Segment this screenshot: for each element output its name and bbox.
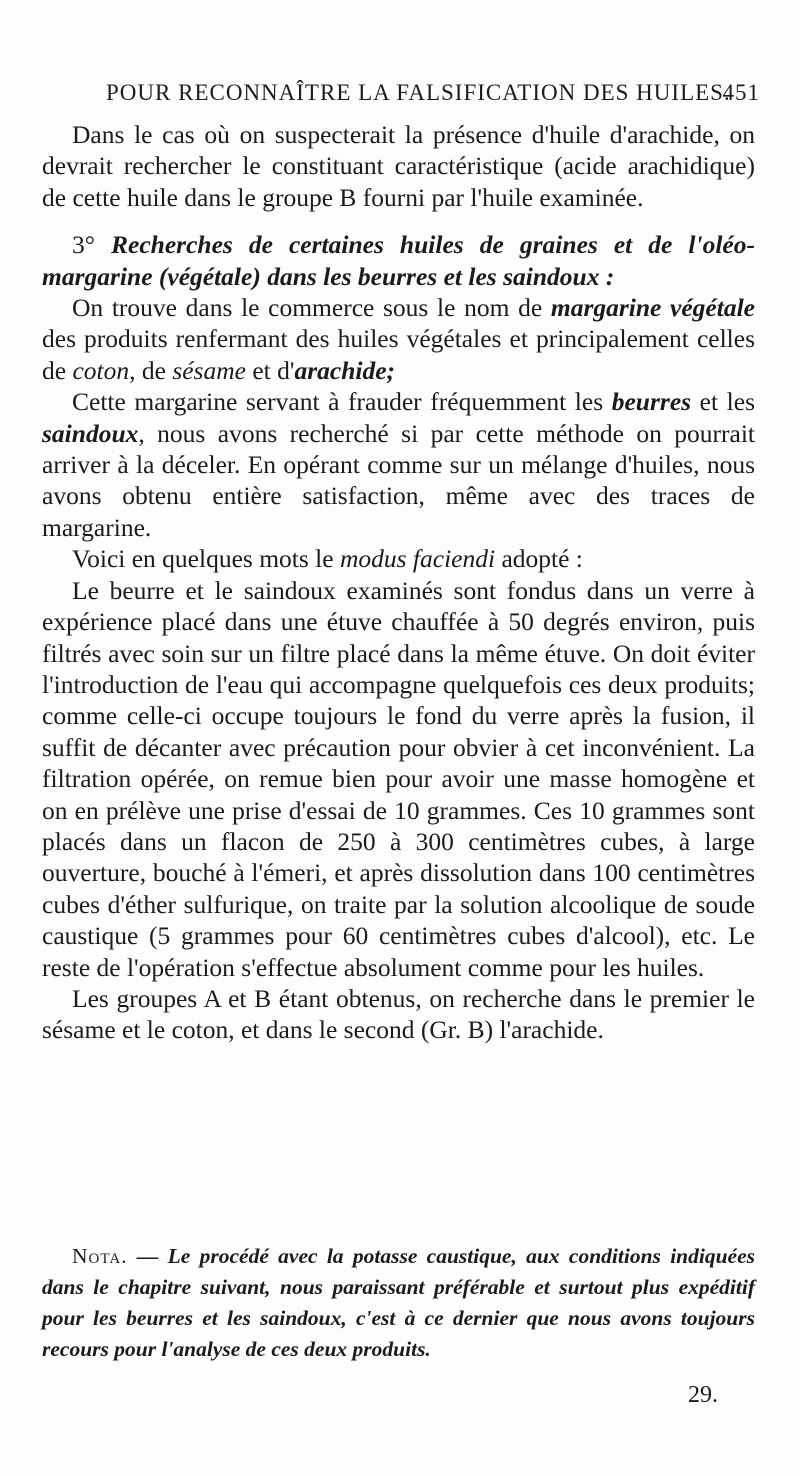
text-run: et les xyxy=(691,387,756,417)
nota-text: Le procédé avec la potasse caustique, aux conditions indiquées dans le chapitre suivant, nous paraissant préférable et surtout plus expéditif pour les beurres et les saindoux, c'est à ce dernier que nous avons toujours recours pour l'analyse de ces deux produits. xyxy=(42,1244,756,1361)
text-run: margarine végétale xyxy=(550,293,755,323)
text-run: beurres xyxy=(611,387,692,417)
signature-mark: 29. xyxy=(688,1382,718,1408)
paragraph xyxy=(42,119,755,213)
text-run: coton xyxy=(72,355,130,385)
text-run: Voici en quelques mots le xyxy=(72,544,340,574)
nota-dash: — xyxy=(127,1244,168,1268)
text-run: Cette margarine servant à frauder fréquemment les xyxy=(72,387,612,417)
text-run: 3° xyxy=(72,230,111,260)
text-run: Le beurre et le saindoux examinés sont fondus dans un verre à expérience placé dans une étuve chauffée à 50 degrés environ, puis filtrés avec soin sur un filtre placé dans la même étuve. On doit éviter l'introduction de l'eau qui accompagne quelquefois ces deux produits; comme celle-ci occupe toujours le fond du verre après la fusion, il suffit de décanter avec précaution pour obvier à cet inconvénient. La filtration opérée, on remue bien pour avoir une masse homogène et on en prélève une prise d'essai de 10 grammes. Ces 10 grammes sont placés dans un flacon de 250 à 300 centimètres cubes, à large ouverture, bouché à l'émeri, et après dissolution dans 100 centimètres cubes d'éther sulfurique, on traite par la solution alcoolique de soude caustique (5 grammes pour 60 centimètres cubes d'alcool), etc. Le reste de l'opération s'effectue absolument comme pour les huiles. xyxy=(42,575,755,982)
text-run: arachide; xyxy=(294,355,396,385)
nota-label: Nota. xyxy=(72,1244,128,1268)
paragraph xyxy=(42,543,755,574)
text-run: On trouve dans le commerce sous le nom de xyxy=(72,293,551,323)
paragraph xyxy=(42,386,755,543)
text-run: , nous avons recherché si par cette méthode on pourrait arriver à la déceler. En opérant comme sur un mélange d'huiles, nous avons obtenu entière satisfaction, même avec des traces de margarine. xyxy=(42,418,755,542)
running-title: POUR RECONNAÎTRE LA FALSIFICATION DES HUILES. xyxy=(106,80,731,105)
text-run: saindoux xyxy=(42,418,139,448)
paragraph xyxy=(42,229,755,292)
text-run: des produits renfermant des huiles végétales et principalement celles de xyxy=(42,324,755,385)
paragraph xyxy=(42,983,755,1046)
text-run: Recherches de certaines huiles de graines et de l'oléo-margarine (végétale) dans les beurres et les saindoux : xyxy=(42,230,755,291)
text-run: Dans le cas où on suspecterait la présence d'huile d'arachide, on devrait rechercher le constituant caractéristique (acide arachidique) de cette huile dans le groupe B fourni par l'huile examinée. xyxy=(42,120,755,212)
text-run: , de xyxy=(129,355,173,385)
text-run: Les groupes A et B étant obtenus, on recherche dans le premier le sésame et le coton, et dans le second (Gr. B) l'arachide. xyxy=(42,983,755,1045)
paragraph xyxy=(42,575,755,983)
paragraph xyxy=(42,292,755,386)
text-run: modus faciendi xyxy=(339,544,496,574)
body-text xyxy=(42,119,755,1046)
text-run: et d' xyxy=(245,355,295,385)
text-run: sésame xyxy=(172,355,246,385)
text-run: adopté : xyxy=(495,544,583,574)
page-number: 451 xyxy=(722,80,760,105)
nota-paragraph xyxy=(42,1241,755,1365)
